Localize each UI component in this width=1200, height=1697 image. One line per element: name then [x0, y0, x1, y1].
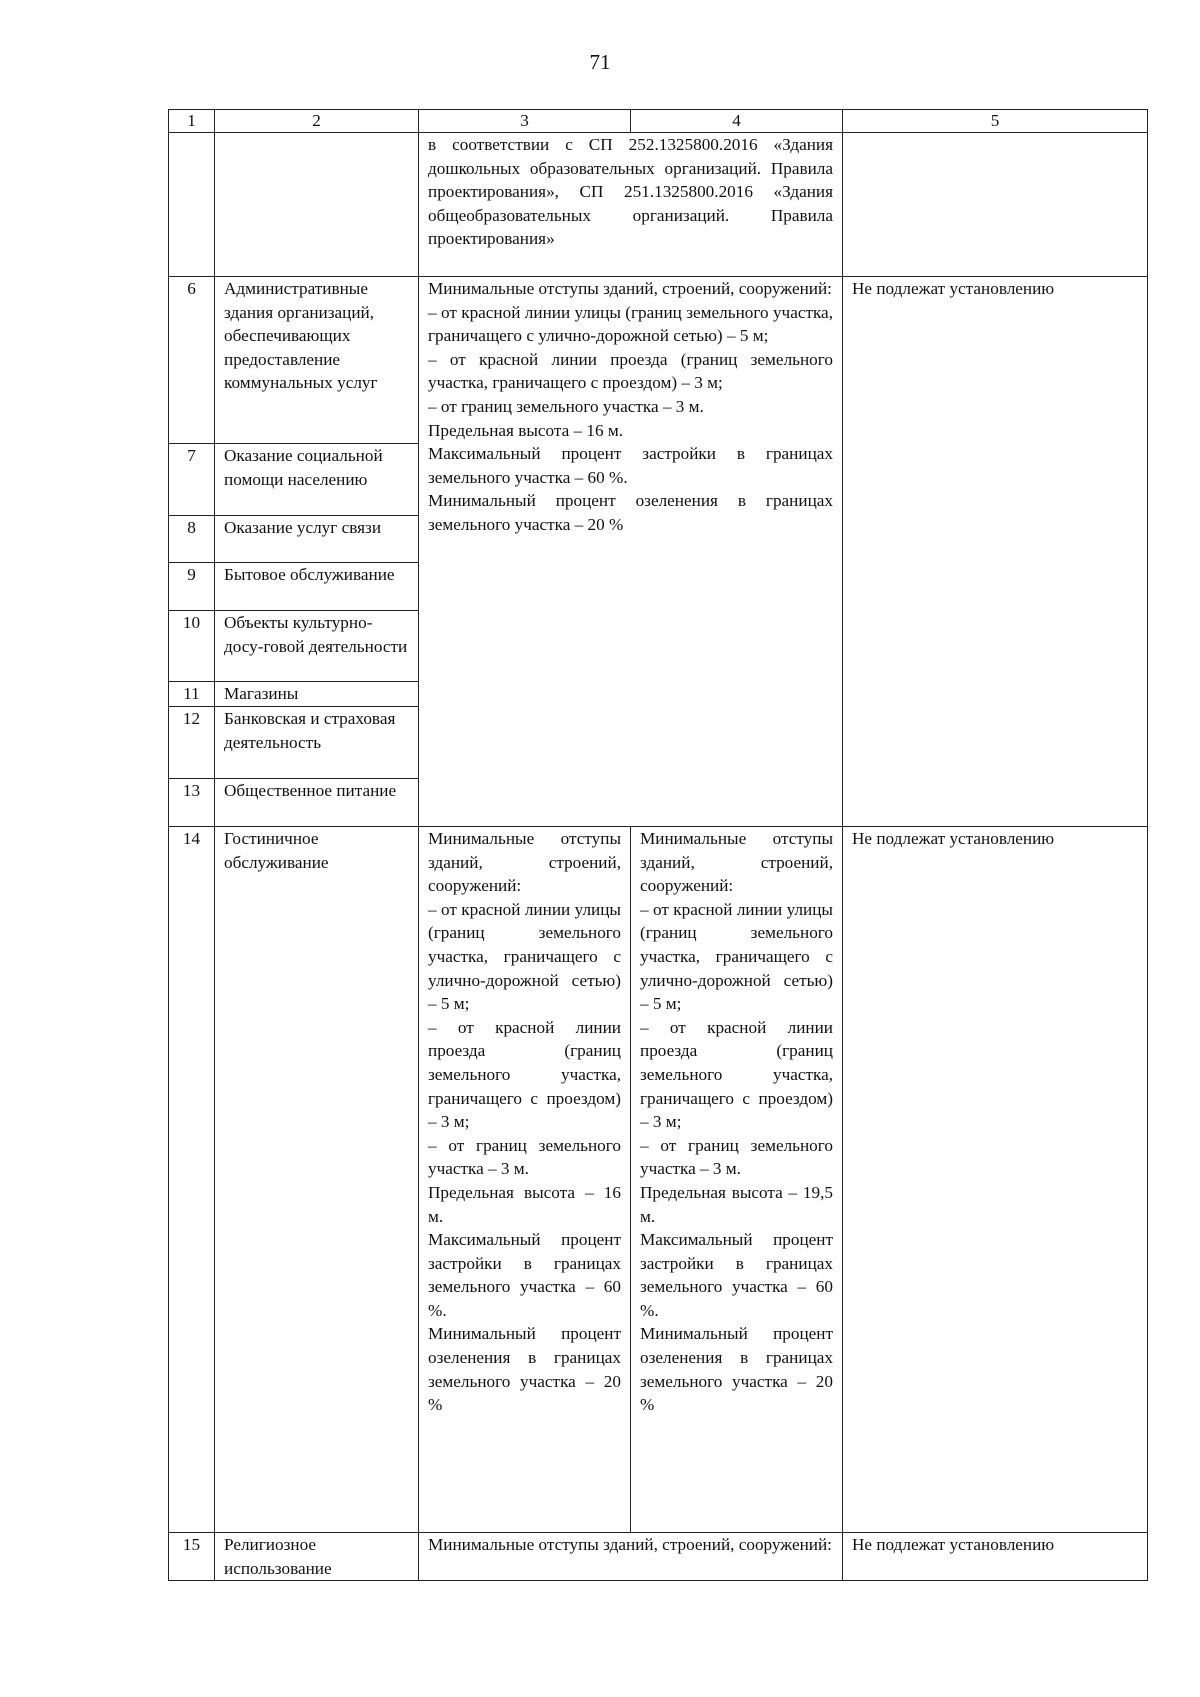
params-cell-col3	[419, 827, 631, 1533]
cont-notes-cell	[843, 133, 1148, 277]
param-line: Минимальные отступы зданий, строений, сооружений:	[428, 279, 832, 298]
table-row-continuation	[169, 133, 1148, 277]
row-name: Административные здания организаций, обеспечивающих предоставление коммунальных услуг	[215, 277, 419, 444]
param-line: Предельная высота – 16 м.	[428, 420, 624, 440]
header-col-3: 3	[419, 110, 631, 133]
row-name: Оказание услуг связи	[215, 516, 419, 563]
param-line: Минимальные отступы зданий, строений, сооружений:	[428, 829, 621, 896]
param-line: Минимальный процент озеленения в границах земельного участка – 20 %	[640, 1324, 833, 1415]
row-number: 10	[169, 611, 215, 682]
regulations-table	[168, 109, 1148, 1581]
table-row-14	[169, 827, 1148, 1533]
header-col-1: 1	[169, 110, 215, 133]
param-line: – от границ земельного участка – 3 м.	[428, 1135, 621, 1179]
group-params-cell	[419, 277, 843, 827]
header-col-5: 5	[843, 110, 1148, 133]
header-col-4: 4	[631, 110, 843, 133]
cont-num-cell	[169, 133, 215, 277]
param-line: – от красной линии улицы (границ земельного участка, граничащего с улично-дорожной сетью) – 5 м;	[428, 302, 833, 346]
param-line: Минимальный процент озеленения в границах земельного участка – 20 %	[428, 1324, 621, 1415]
param-line: – от красной линии улицы (границ земельного участка, граничащего с улично-дорожной сетью) – 5 м;	[640, 899, 833, 1014]
row-name: Магазины	[215, 682, 419, 707]
page-number: 71	[589, 50, 611, 74]
row-number: 8	[169, 516, 215, 563]
params-cell-col4	[631, 827, 843, 1533]
row-number: 12	[169, 707, 215, 779]
row-name: Бытовое обслуживание	[215, 563, 419, 611]
param-line: – от красной линии улицы (границ земельного участка, граничащего с улично-дорожной сетью) – 5 м;	[428, 899, 621, 1014]
notes-cell: Не подлежат установлению	[843, 1533, 1148, 1581]
param-line: Минимальный процент озеленения в границах земельного участка – 20 %	[428, 491, 833, 534]
param-line: – от красной линии проезда (границ земельного участка, граничащего с проездом) – 3 м;	[428, 1017, 621, 1132]
row-number: 15	[169, 1533, 215, 1581]
param-line: Предельная высота – 19,5 м.	[640, 1182, 833, 1226]
param-line: Минимальные отступы зданий, строений, сооружений:	[640, 829, 833, 896]
param-line: Максимальный процент застройки в границах земельного участка – 60 %.	[640, 1230, 833, 1320]
cont-name-cell	[215, 133, 419, 277]
row-name: Общественное питание	[215, 779, 419, 827]
param-line: Максимальный процент застройки в границах земельного участка – 60 %.	[428, 1230, 621, 1320]
row-name: Банковская и страховая деятельность	[215, 707, 419, 779]
row-name: Религиозное использование	[215, 1533, 419, 1581]
param-line: – от красной линии проезда (границ земельного участка, граничащего с проездом) – 3 м;	[640, 1017, 833, 1132]
param-line: – от красной линии проезда (границ земельного участка, граничащего с проездом) – 3 м;	[428, 349, 833, 393]
row-name: Гостиничное обслуживание	[215, 827, 419, 1533]
param-line: Предельная высота – 16 м.	[428, 1182, 621, 1226]
notes-cell: Не подлежат установлению	[843, 827, 1148, 1533]
header-col-2: 2	[215, 110, 419, 133]
param-line: Максимальный процент застройки в границах земельного участка – 60 %.	[428, 444, 833, 487]
table-header-row	[169, 110, 1148, 133]
row-name: Объекты культурно-досу-говой деятельности	[215, 611, 419, 682]
table-row-15	[169, 1533, 1148, 1581]
row-number: 6	[169, 277, 215, 444]
row-number: 7	[169, 444, 215, 516]
row-name: Оказание социальной помощи населению	[215, 444, 419, 516]
param-line: – от границ земельного участка – 3 м.	[428, 396, 704, 416]
table-row-6	[169, 277, 1148, 444]
row-number: 14	[169, 827, 215, 1533]
row-number: 13	[169, 779, 215, 827]
cont-params-cell: в соответствии с СП 252.1325800.2016 «Здания дошкольных образовательных организаций. Правила проектирования», СП 251.1325800.2016 «Здания общеобразовательных организаций. Правила проектирования»	[419, 133, 843, 277]
group-notes-cell: Не подлежат установлению	[843, 277, 1148, 827]
param-line: – от границ земельного участка – 3 м.	[640, 1135, 833, 1179]
row-number: 11	[169, 682, 215, 707]
row-number: 9	[169, 563, 215, 611]
params-cell: Минимальные отступы зданий, строений, сооружений:	[419, 1533, 843, 1581]
